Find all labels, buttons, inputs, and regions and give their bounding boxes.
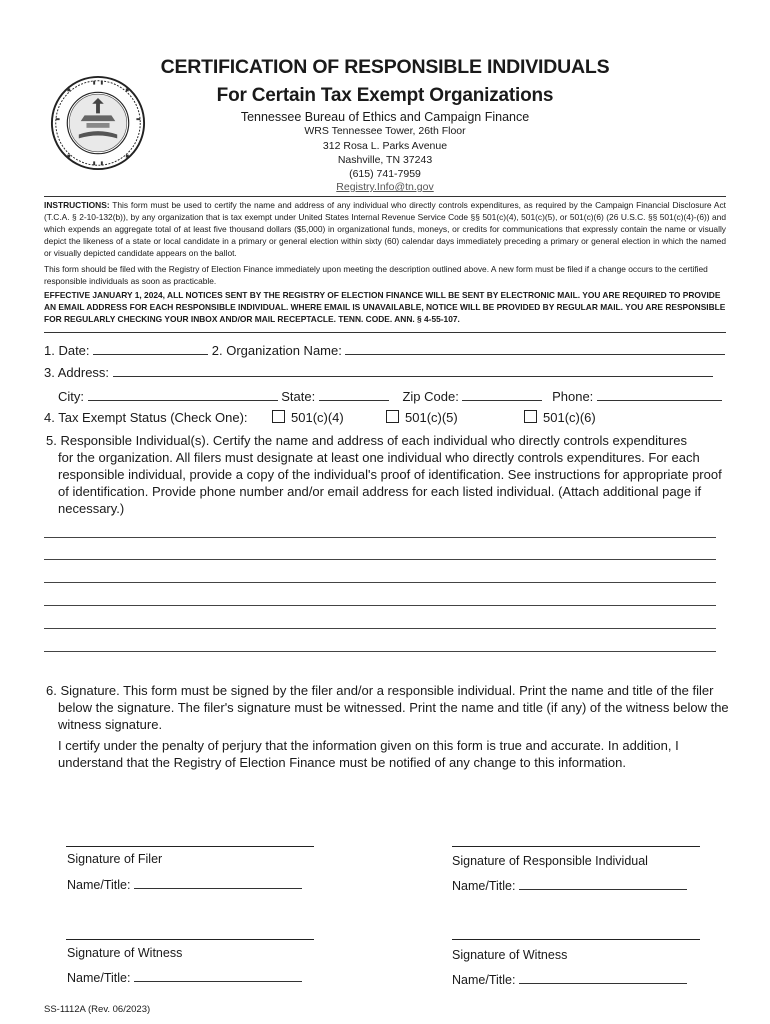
email-link[interactable]: Registry.Info@tn.gov bbox=[336, 181, 434, 193]
filer-name-title bbox=[67, 876, 302, 892]
option-label: 501(c)(4) bbox=[291, 410, 344, 425]
phone-number: (615) 741-7959 bbox=[349, 168, 421, 180]
phone-label: Phone: bbox=[552, 389, 594, 404]
address-field[interactable] bbox=[113, 364, 713, 377]
date-field[interactable] bbox=[93, 342, 208, 355]
state-label: State: bbox=[281, 389, 316, 404]
tax-status-label: 4. Tax Exempt Status (Check One): bbox=[44, 410, 248, 425]
option-label: 501(c)(5) bbox=[405, 410, 458, 425]
option-501c6[interactable] bbox=[524, 410, 596, 425]
option-501c4[interactable] bbox=[272, 410, 344, 425]
name-title-label: Name/Title: bbox=[452, 879, 516, 893]
address-label: 3. Address: bbox=[44, 365, 110, 380]
divider bbox=[44, 196, 726, 197]
name-title-label: Name/Title: bbox=[67, 878, 131, 892]
divider bbox=[44, 332, 726, 333]
organization-field[interactable] bbox=[345, 342, 725, 355]
responsible-individuals-section bbox=[44, 432, 734, 517]
filing-note: This form should be filed with the Registry of Election Finance immediately upon meeting the description outlined above. A new form must be filed if a change occurs to the certified responsible individuals as soon as practicable. bbox=[44, 264, 708, 286]
effective-notice: EFFECTIVE JANUARY 1, 2024, ALL NOTICES SENT BY THE REGISTRY OF ELECTION FINANCE WILL BE SENT BY ELECTRONIC MAIL. YOU ARE REQUIRED TO PROVIDE AN EMAIL ADDRESS FOR EACH RESPONSIBLE INDIVIDUAL. WHERE EMAIL IS UNAVAILABLE, NOTICE WILL BE PROVIDED BY REGULAR MAIL. YOU ARE RESPONSIBLE FOR REGULARLY CHECKING YOUR INBOX AND/OR MAIL RECEPTACLE. TENN. CODE. ANN. § 4-55-107. bbox=[44, 290, 726, 324]
option-501c5[interactable] bbox=[386, 410, 458, 425]
zip-field[interactable] bbox=[462, 388, 542, 401]
city-row bbox=[58, 388, 722, 404]
section5-text: for the organization. All filers must designate at least one individual who directly controls expenditures. For each responsible individual, provide a copy of the individual's proof of identification. See instructions for appropriate proof of identification. Provide phone number and/or email address for each listed individual. (Attach additional page if necessary.) bbox=[58, 450, 722, 516]
responsible-line-1[interactable] bbox=[44, 537, 716, 538]
agency-name: Tennessee Bureau of Ethics and Campaign Finance bbox=[240, 110, 530, 124]
city-field[interactable] bbox=[88, 388, 278, 401]
checkbox-501c5[interactable] bbox=[386, 410, 399, 423]
option-label: 501(c)(6) bbox=[543, 410, 596, 425]
witness-name-title-left bbox=[67, 969, 302, 985]
witness-name-title-right bbox=[452, 971, 687, 987]
name-title-label: Name/Title: bbox=[67, 971, 131, 985]
filer-name-title-field[interactable] bbox=[134, 876, 302, 889]
responsible-line-2[interactable] bbox=[44, 559, 716, 560]
witness-name-title-field-left[interactable] bbox=[134, 969, 302, 982]
zip-label: Zip Code: bbox=[402, 389, 459, 404]
responsible-line-4[interactable] bbox=[44, 605, 716, 606]
section6-text: below the signature. The filer's signature must be witnessed. Print the name and title (if any) of the witness below the witness signature. bbox=[58, 700, 729, 732]
responsible-line-6[interactable] bbox=[44, 651, 716, 652]
date-label: 1. Date: bbox=[44, 343, 90, 358]
witness-signature-label-left: Signature of Witness bbox=[67, 946, 183, 960]
address-line: 312 Rosa L. Parks Avenue bbox=[322, 140, 448, 152]
responsible-signature-label: Signature of Responsible Individual bbox=[452, 854, 648, 868]
responsible-signature-line[interactable] bbox=[452, 846, 700, 847]
responsible-name-title bbox=[452, 877, 687, 893]
witness-signature-label-right: Signature of Witness bbox=[452, 948, 568, 962]
checkbox-501c4[interactable] bbox=[272, 410, 285, 423]
organization-label: 2. Organization Name: bbox=[211, 343, 342, 358]
checkbox-501c6[interactable] bbox=[524, 410, 537, 423]
name-title-label: Name/Title: bbox=[452, 973, 516, 987]
responsible-line-5[interactable] bbox=[44, 628, 716, 629]
witness-signature-line-left[interactable] bbox=[66, 939, 314, 940]
section5-heading: 5. Responsible Individual(s). Certify the name and address of each individual who directly controls expenditures bbox=[46, 433, 687, 448]
filer-signature-line[interactable] bbox=[66, 846, 314, 847]
address-line: Nashville, TN 37243 bbox=[337, 154, 433, 166]
address-row bbox=[44, 364, 713, 380]
witness-signature-line-right[interactable] bbox=[452, 939, 700, 940]
instructions-text: This form must be used to certify the name and address of any individual who directly controls expenditures, as required by the Campaign Financial Disclosure Act (T.C.A. § 2-10-132(b)), by any organization that is tax exempt under United States Internal Revenue Service Code §§ 501(c)(4), 501(c)(5), or 501(c)(6) (26 U.S.C. §§ 501(c)(4)-(6)) and which expends an aggregate total of at least five thousand dollars ($5,000) in organizational funds, moneys, or credits for communications that expressly contain the name or visually depict the likeness of a state or local candidate in a primary or general election within sixty (60) calendar days immediately preceding a primary or general election in which the named or visually depicted candidate appears on the ballot. bbox=[44, 200, 726, 258]
date-row bbox=[44, 342, 725, 358]
form-subtitle: For Certain Tax Exempt Organizations bbox=[216, 85, 554, 106]
state-field[interactable] bbox=[319, 388, 389, 401]
phone-field[interactable] bbox=[597, 388, 722, 401]
form-title: CERTIFICATION OF RESPONSIBLE INDIVIDUALS bbox=[160, 56, 610, 78]
responsible-line-3[interactable] bbox=[44, 582, 716, 583]
section6-heading: 6. Signature. This form must be signed by the filer and/or a responsible individual. Print the name and title of the filer bbox=[46, 683, 714, 698]
signature-section bbox=[44, 682, 734, 771]
address-line: WRS Tennessee Tower, 26th Floor bbox=[304, 125, 466, 137]
responsible-name-title-field[interactable] bbox=[519, 877, 687, 890]
filer-signature-label: Signature of Filer bbox=[67, 852, 163, 866]
city-label: City: bbox=[58, 389, 84, 404]
witness-name-title-field-right[interactable] bbox=[519, 971, 687, 984]
certification-statement: I certify under the penalty of perjury that the information given on this form is true and accurate. In addition, I understand that the Registry of Election Finance must be notified of any change to this information. bbox=[58, 738, 679, 770]
instructions bbox=[44, 200, 726, 260]
instructions-label: INSTRUCTIONS: bbox=[44, 200, 110, 210]
form-number: SS-1112A (Rev. 06/2023) bbox=[44, 1004, 151, 1015]
